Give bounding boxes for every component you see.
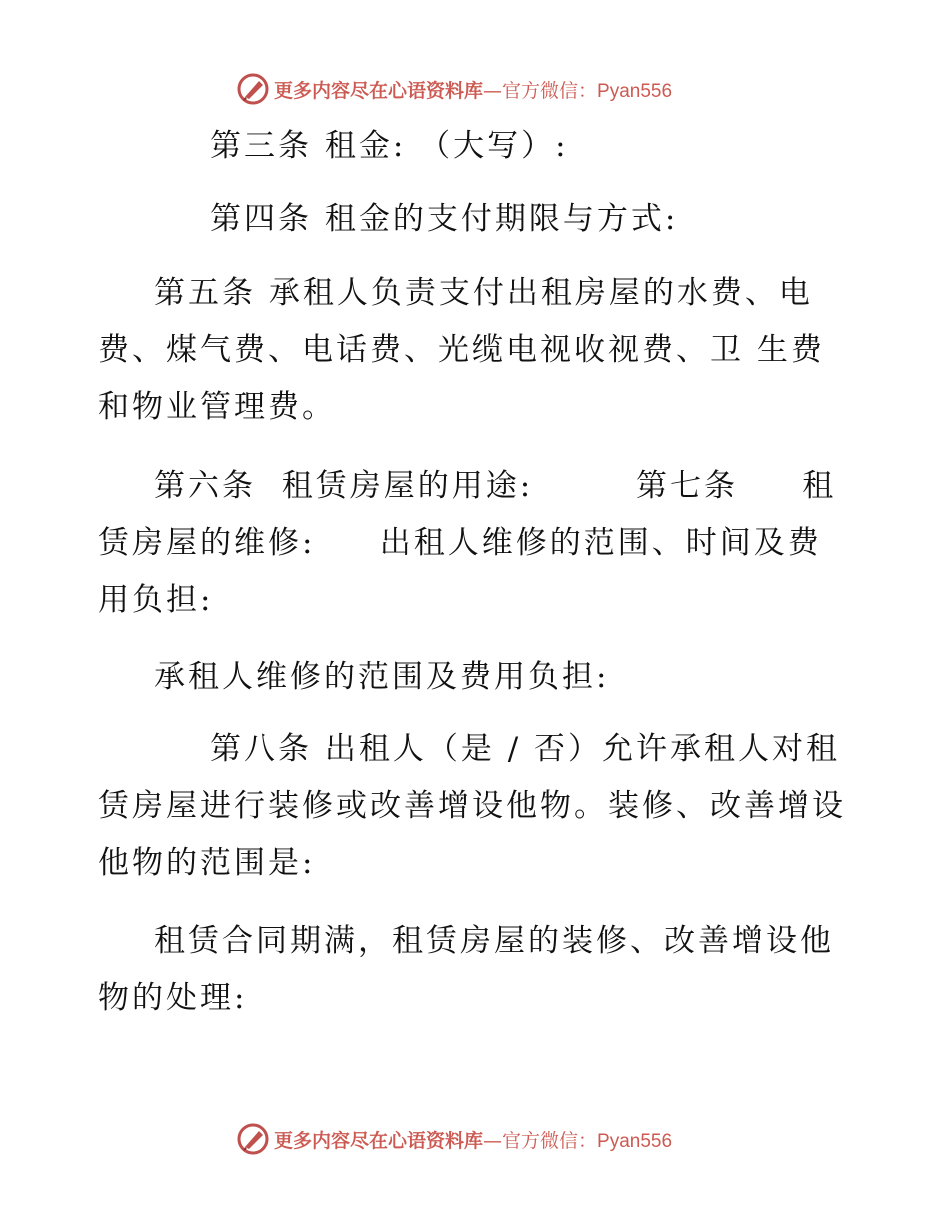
footer-watermark [236, 1122, 672, 1156]
article-3-rent: 第三条 租金: （大写）: [210, 128, 569, 164]
watermark-brand: 更多内容尽在心语资料库 [274, 1129, 484, 1152]
article-8-renovation: 第八条 出租人（是 / 否）允许承租人对租赁房屋进行装修或改善增设他物。装修、改善增设他物的范围是: [98, 731, 846, 881]
pen-logo-icon [236, 1122, 270, 1156]
watermark-dash: — [483, 1129, 503, 1152]
watermark-wechat-id: Pyan556 [597, 1130, 673, 1152]
renovation-handling: 租赁合同期满，租赁房屋的装修、改善增设他物的处理: [98, 923, 834, 1016]
watermark-dash: — [483, 79, 503, 102]
header-watermark [236, 72, 672, 106]
pen-logo-icon [236, 72, 270, 106]
article-6-7-use-repair: 第六条 租赁房屋的用途: 第七条 租赁房屋的维修: 出租人维修的范围、时间及费用负担: [98, 468, 837, 618]
article-4-payment: 第四条 租金的支付期限与方式: [210, 201, 679, 237]
watermark-text [274, 76, 672, 103]
watermark-label: 官方微信： [502, 1129, 598, 1152]
watermark-wechat-id: Pyan556 [597, 80, 673, 102]
watermark-text [274, 1126, 672, 1153]
article-5-fees: 第五条 承租人负责支付出租房屋的水费、电费、煤气费、电话费、光缆电视收视费、卫 生费和物业管理费。 [98, 275, 825, 425]
watermark-brand: 更多内容尽在心语资料库 [274, 79, 484, 102]
tenant-repair-scope: 承租人维修的范围及费用负担: [154, 659, 610, 695]
watermark-label: 官方微信： [502, 79, 598, 102]
